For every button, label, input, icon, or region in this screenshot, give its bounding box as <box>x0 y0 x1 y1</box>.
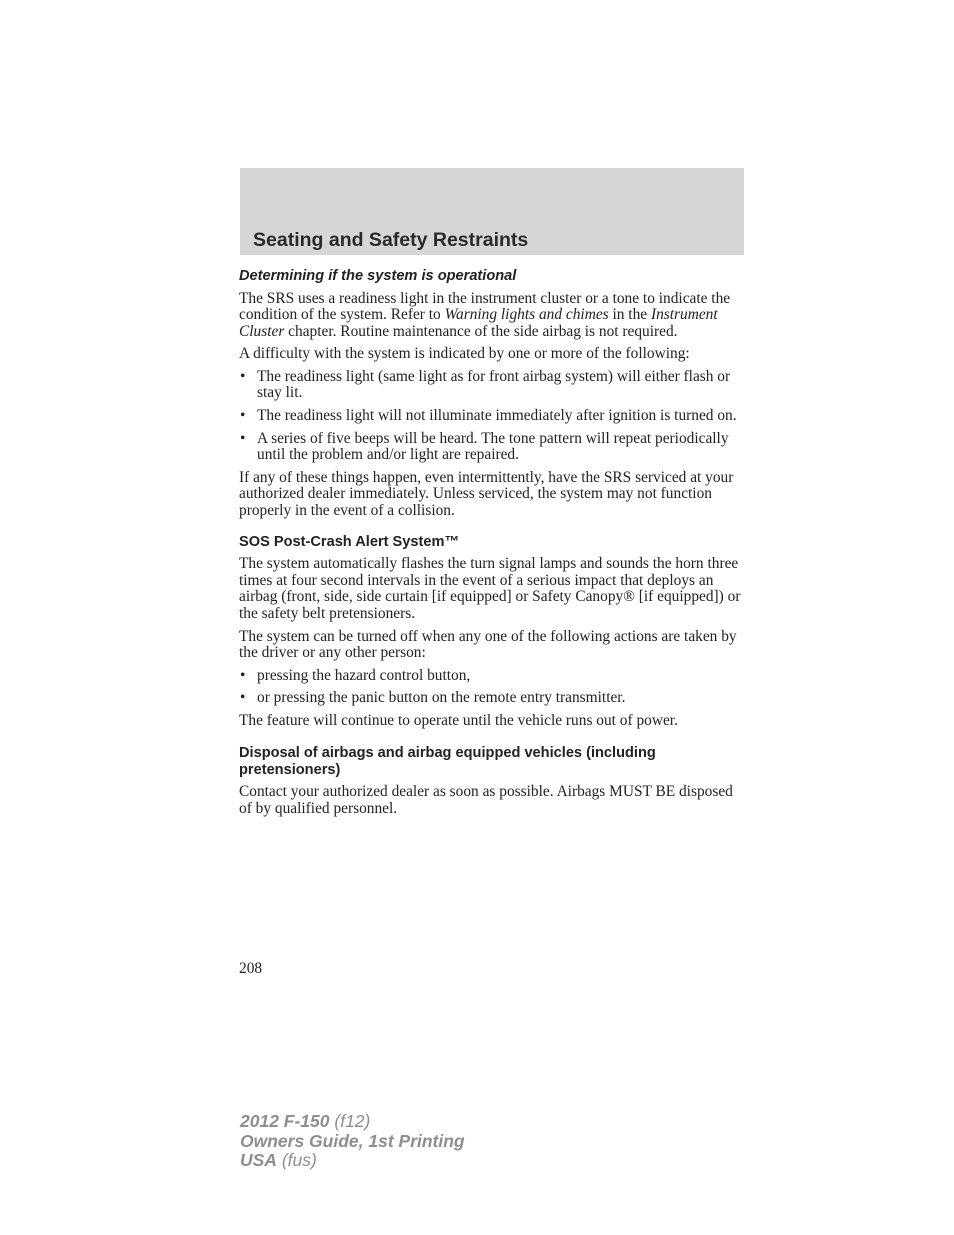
document-footer <box>240 1112 465 1171</box>
paragraph: The system can be turned off when any one of the following actions are taken by the driver or any other person: <box>239 627 737 662</box>
page-content <box>239 268 743 824</box>
paragraph: The feature will continue to operate until the vehicle runs out of power. <box>239 711 678 729</box>
list-item: • A series of five beeps will be heard. The tone pattern will repeat periodically until the problem and/or light are repaired. <box>240 429 729 464</box>
paragraph: Contact your authorized dealer as soon as possible. Airbags MUST BE disposed of by qualified personnel. <box>239 783 733 818</box>
bullet-icon: • <box>240 367 246 385</box>
cross-reference: Instrument Cluster <box>239 306 718 340</box>
section-heading-sos: SOS Post-Crash Alert System™ <box>239 533 460 550</box>
list-item: • pressing the hazard control button, <box>240 666 471 684</box>
paragraph: The SRS uses a readiness light in the instrument cluster or a tone to indicate the condition of the system. Refer to Warning lights and chimes in the Instrument Cluster chapter. Routine maintenance of the side airbag is not required. <box>239 289 731 340</box>
chapter-title: Seating and Safety Restraints <box>253 229 529 251</box>
page-number: 208 <box>239 960 263 977</box>
bullet-list <box>239 369 743 464</box>
list-item: • The readiness light (same light as for front airbag system) will either flash or stay lit. <box>240 367 731 402</box>
bullet-icon: • <box>240 429 246 447</box>
bullet-icon: • <box>240 689 246 707</box>
paragraph: The system automatically flashes the turn signal lamps and sounds the horn three times at four second intervals in the event of a serious impact that deploys an airbag (front, side, side curtain [if equipped] or Safety Canopy® [if equipped]) or the safety belt pretensioners. <box>239 555 741 622</box>
list-item: • The readiness light will not illuminate immediately after ignition is turned on. <box>240 407 737 425</box>
footer-line: 2012 F-150 (f12) <box>240 1111 371 1131</box>
bullet-icon: • <box>240 407 246 425</box>
bullet-list <box>239 668 743 707</box>
bullet-icon: • <box>240 666 246 684</box>
paragraph: If any of these things happen, even intermittently, have the SRS serviced at your authorized dealer immediately. Unless serviced, the system may not function properly in the event of a collision. <box>239 468 734 520</box>
footer-line: USA (fus) <box>240 1150 317 1170</box>
paragraph: A difficulty with the system is indicated by one or more of the following: <box>239 345 690 363</box>
footer-line: Owners Guide, 1st Printing <box>240 1130 465 1151</box>
section-heading-operational: Determining if the system is operational <box>239 268 517 284</box>
section-heading-disposal: Disposal of airbags and airbag equipped vehicles (including pretensioners) <box>239 745 656 778</box>
cross-reference: Warning lights and chimes <box>444 306 609 324</box>
list-item: • or pressing the panic button on the remote entry transmitter. <box>240 689 626 707</box>
